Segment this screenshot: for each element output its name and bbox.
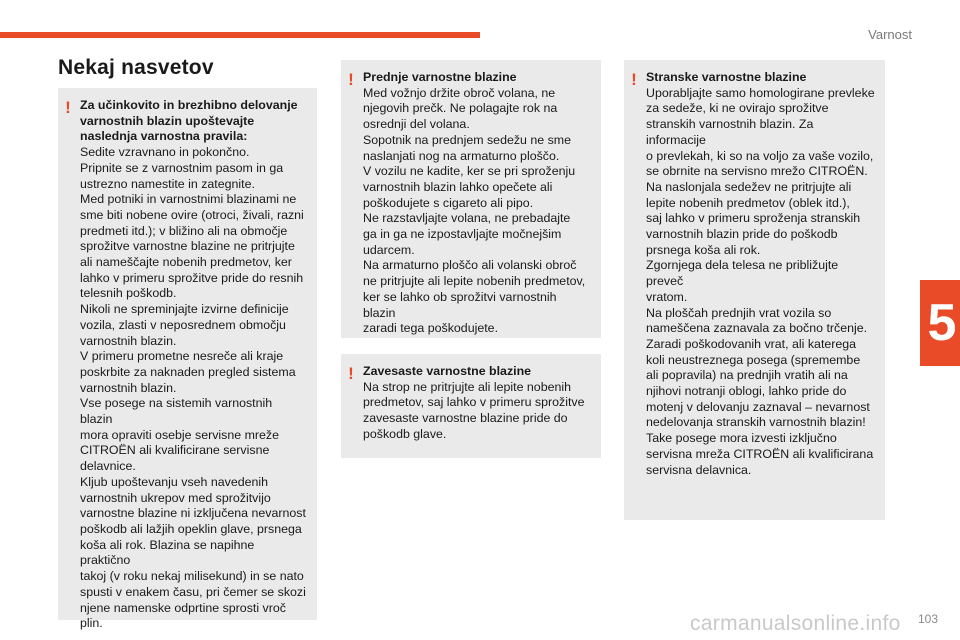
chapter-number: 5 bbox=[927, 294, 957, 352]
watermark: carmanualsonline.info bbox=[690, 612, 901, 635]
side-airbags-heading: Stranske varnostne blazine bbox=[646, 70, 807, 84]
warning-icon: ! bbox=[348, 364, 354, 383]
side-airbags-body: Uporabljajte samo homologirane prevleke za sedeže, ki ne ovirajo sprožitve stranskih varnostnih blazin. Za informacije o prevlekah, ki so na voljo za vaše vozilo, se obrnite na servisno mrežo CITROËN. Na naslonjala sedežev ne pritrjujte ali lepite nobenih predmetov (oblek itd.), saj lahko v primeru sproženja stranskih varnostnih blazin pride do poškodb prsnega koša ali rok. Zgornjega dela telesa ne približujte preveč vratom. Na ploščah prednjih vrat vozila so nameščena zaznavala za bočno trčenje. Zaradi poškodovanih vrat, ali katerega koli neustreznega posega (spremembe ali popravila) na prednjih vratih ali na njihovi notranji oblogi, lahko pride do motenj v delovanju zaznaval – nevarnost nedelovanja stranskih varnostnih blazin! Take posege mora izvesti izključno servisna mreža CITROËN ali kvalificirana servisna delavnica. bbox=[646, 85, 875, 477]
side-airbags-box bbox=[624, 60, 885, 520]
curtain-airbags-heading: Zavesaste varnostne blazine bbox=[363, 364, 532, 378]
section-title: Varnost bbox=[868, 27, 912, 42]
warning-icon: ! bbox=[631, 70, 637, 89]
curtain-airbags-box bbox=[341, 354, 601, 458]
page-title: Nekaj nasvetov bbox=[58, 56, 214, 79]
curtain-airbags-body: Na strop ne pritrjujte ali lepite nobenih predmetov, saj lahko v primeru sprožitve zavesaste varnostne blazine pride do poškodb glave. bbox=[363, 379, 585, 441]
tips-body: Sedite vzravnano in pokončno. Pripnite se z varnostnim pasom in ga ustrezno namestite in zategnite. Med potniki in varnostnimi blazinami ne sme biti nobene ovire (otroci, živali, razni predmeti itd.); v bližino ali na območje sprožitve varnostne blazine ne pritrjujte ali nameščajte nobenih predmetov, ker lahko v primeru sprožitve pride do resnih telesnih poškodb. Nikoli ne spreminjajte izvirne definicije vozila, zlasti v neposrednem območju varnostnih blazin. V primeru prometne nesreče ali kraje poskrbite za naknaden pregled sistema varnostnih blazin. Vse posege na sistemih varnostnih blazin mora opraviti osebje servisne mreže CITROËN ali kvalificirane servisne delavnice. Kljub upoštevanju vseh navedenih varnostnih ukrepov med sprožitvijo varnostne blazine ni izključena nevarnost poškodb ali lažjih opeklin glave, prsnega koša ali rok. Blazina se napihne praktično takoj (v roku nekaj milisekund) in se nato spusti v enakem času, pri čemer se skozi njene namenske odprtine sprosti vroč plin. bbox=[80, 145, 306, 631]
warning-icon: ! bbox=[65, 98, 71, 117]
front-airbags-heading: Prednje varnostne blazine bbox=[363, 70, 517, 84]
tips-box bbox=[58, 88, 317, 631]
accent-bar bbox=[0, 32, 480, 38]
tips-heading: Za učinkovito in brezhibno delovanje varnostnih blazin upoštevajte naslednja varnostna pravila: bbox=[80, 98, 298, 144]
page-number: 103 bbox=[917, 612, 938, 626]
front-airbags-box bbox=[341, 60, 601, 338]
front-airbags-body: Med vožnjo držite obroč volana, ne njegovih prečk. Ne polagajte rok na osrednji del volana. Sopotnik na prednjem sedežu ne sme naslanjati nog na armaturno ploščo. V vozilu ne kadite, ker se pri sproženju varnostnih blazin lahko opečete ali poškodujete s cigareto ali pipo. Ne razstavljajte volana, ne prebadajte ga in ga ne izpostavljajte močnejšim udarcem. Na armaturno ploščo ali volanski obroč ne pritrjujte ali lepite nobenih predmetov, ker se lahko ob sprožitvi varnostnih blazin zaradi tega poškodujete. bbox=[363, 85, 586, 336]
chapter-tab[interactable] bbox=[920, 280, 960, 366]
warning-icon: ! bbox=[348, 70, 354, 89]
